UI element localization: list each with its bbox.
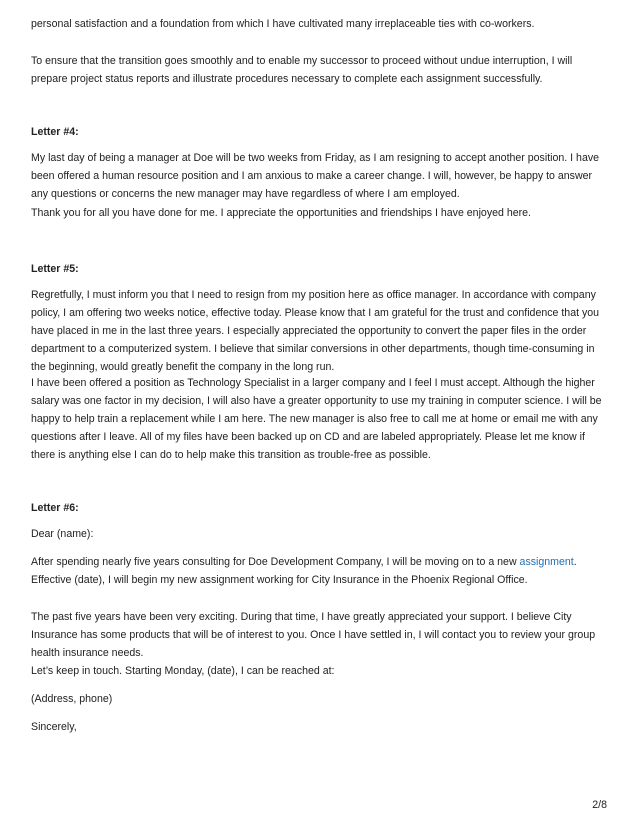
letter-6-heading: Letter #6: bbox=[31, 502, 79, 514]
paragraph-transition: To ensure that the transition goes smoothly and to enable my successor to proceed without undue interruption, I will prepare project status reports and illustrate procedures necessary to complete each assignment successfully. bbox=[31, 55, 573, 85]
letter-5-paragraph-1: Regretfully, I must inform you that I need to resign from my position here as office manager. In accordance with company policy, I am offering two weeks notice, effective today. Please know that I am grateful for the trust and confidence that you have placed in me in the last three years. I especially appreciated the opportunity to convert the paper files in the order department to a computerized system. I believe that similar conversions in other departments, though time-consuming in the beginning, would greatly benefit the company in the long run. bbox=[31, 289, 600, 373]
letter-5-paragraph-2: I have been offered a position as Technology Specialist in a larger company and I feel I must accept. Although the higher salary was one factor in my decision, I will also have a greater opportunity to use my training in computer science. I will be happy to help train a replacement while I am here. The new manager is also free to call me at home or email me with any questions after I leave. All of my files have been backed up on CD and are labeled appropriately. Please let me know if there is anything else I can do to help make this transition as trouble-free as possible. bbox=[31, 377, 602, 461]
letter-6-paragraph-1-end: . Effective (date), I will begin my new assignment working for City Insurance in the Phoenix Regional Office. bbox=[31, 556, 577, 586]
letter-6-paragraph-1 bbox=[31, 553, 609, 589]
letter-6-salutation: Dear (name): bbox=[31, 528, 94, 540]
assignment-link[interactable]: assignment bbox=[519, 556, 574, 568]
letter-6-closing: Sincerely, bbox=[31, 721, 77, 733]
letter-6-paragraph-3: Let’s keep in touch. Starting Monday, (date), I can be reached at: bbox=[31, 665, 335, 677]
letter-6-paragraph-1-start: After spending nearly five years consulting for Doe Development Company, I will be moving on to a new bbox=[31, 556, 520, 568]
page-number: 2/8 bbox=[592, 799, 607, 811]
letter-6-paragraph-2: The past five years have been very exciting. During that time, I have greatly appreciated your support. I believe City Insurance has some products that will be of interest to you. Once I have settled in, I will contact you to review your group health insurance needs. bbox=[31, 611, 596, 659]
letter-4-heading: Letter #4: bbox=[31, 126, 79, 138]
paragraph-intro-end: personal satisfaction and a foundation from which I have cultivated many irreplaceable ties with co-workers. bbox=[31, 18, 535, 30]
letter-5-heading: Letter #5: bbox=[31, 263, 79, 275]
letter-6-paragraph-4: (Address, phone) bbox=[31, 693, 113, 705]
letter-4-paragraph-1: My last day of being a manager at Doe will be two weeks from Friday, as I am resigning to accept another position. I have been offered a human resource position and I am anxious to make a career change. I will, however, be happy to answer any questions or concerns the new manager may have regardless of where I am employed. bbox=[31, 152, 600, 200]
letter-4-paragraph-2: Thank you for all you have done for me. I appreciate the opportunities and friendships I have enjoyed here. bbox=[31, 207, 531, 219]
